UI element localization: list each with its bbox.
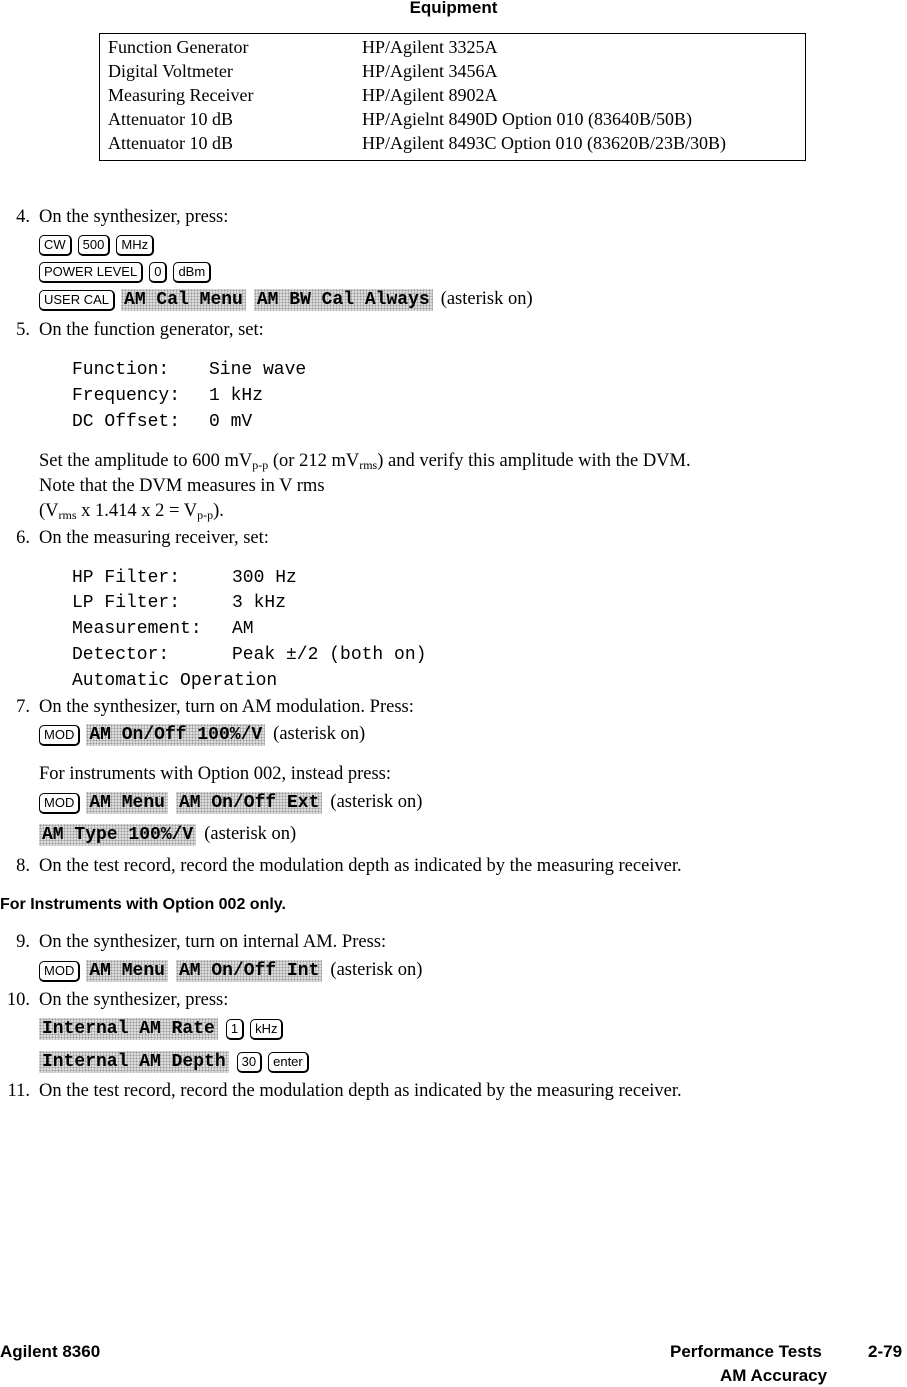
key-500[interactable]: 500 (78, 235, 111, 256)
step-4-keys-row3 (39, 289, 533, 311)
automatic-operation: Automatic Operation (72, 671, 278, 691)
step-text: On the test record, record the modulation depth as indicated by the measuring receiver. (39, 1081, 682, 1101)
user-cal-key[interactable]: USER CAL (39, 290, 115, 311)
step-text: On the synthesizer, press: (39, 990, 229, 1010)
setting-value: 3 kHz (232, 593, 287, 613)
setting-value: 1 kHz (209, 386, 264, 406)
khz-key[interactable]: kHz (250, 1019, 283, 1040)
equipment-name: Attenuator 10 dB (108, 133, 233, 153)
equipment-model: HP/Agilent 8493C Option 010 (83620B/23B/30B) (362, 133, 727, 153)
rms-formula: ($V_{rms}$ x 1.414 x $2 = V_{p-p}$). (39, 501, 224, 522)
footer-subsection: AM Accuracy (720, 1366, 828, 1385)
cw-key[interactable]: CW (39, 235, 72, 256)
internal-am-rate-softkey[interactable]: Internal AM Rate (39, 1018, 218, 1040)
setting-value: 0 mV (209, 412, 253, 432)
step-4-keys-row1 (39, 235, 160, 256)
setting-label: Frequency: (72, 386, 181, 406)
step-number: 4. (16, 207, 30, 227)
equipment-name: Function Generator (108, 37, 249, 57)
mhz-key[interactable]: MHz (116, 235, 154, 256)
step-text: On the synthesizer, turn on AM modulation. Press: (39, 697, 414, 717)
setting-label: Measurement: (72, 619, 202, 639)
setting-label: HP Filter: (72, 568, 181, 588)
mod-key[interactable]: MOD (39, 725, 80, 746)
internal-am-depth-softkey[interactable]: Internal AM Depth (39, 1051, 229, 1073)
key-0[interactable]: 0 (149, 262, 167, 283)
step-number: 7. (16, 697, 30, 717)
am-menu-softkey[interactable]: AM Menu (86, 792, 168, 814)
step-text: On the measuring receiver, set: (39, 528, 269, 548)
dvm-note: Note that the DVM measures in V rms (39, 476, 325, 496)
setting-value: Peak ±/2 (both on) (232, 645, 427, 665)
am-type-100-softkey[interactable]: AM Type 100%/V (39, 824, 196, 846)
step-4-keys-row2 (39, 262, 217, 283)
step-number: 5. (16, 320, 30, 340)
mod-key[interactable]: MOD (39, 793, 80, 814)
step-10-keys-row1 (39, 1018, 289, 1040)
option-002-instruction: For instruments with Option 002, instead press: (39, 764, 391, 784)
setting-value: 300 Hz (232, 568, 297, 588)
footer-product: Agilent 8360 (0, 1342, 101, 1361)
step-10-keys-row2 (39, 1051, 315, 1073)
enter-key[interactable]: enter (268, 1052, 309, 1073)
asterisk-note: (asterisk on) (204, 824, 297, 844)
equipment-table (99, 33, 806, 161)
asterisk-note: (asterisk on) (330, 960, 423, 980)
step-7-keys (39, 724, 365, 746)
am-cal-menu-softkey[interactable]: AM Cal Menu (121, 289, 246, 311)
dbm-key[interactable]: dBm (173, 262, 211, 283)
mod-key[interactable]: MOD (39, 961, 80, 982)
setting-label: Detector: (72, 645, 170, 665)
equipment-model: HP/Agilent 8902A (362, 85, 498, 105)
equipment-name: Measuring Receiver (108, 85, 254, 105)
step-number: 11. (7, 1081, 30, 1101)
equipment-name: Attenuator 10 dB (108, 109, 233, 129)
equipment-name: Digital Voltmeter (108, 61, 233, 81)
asterisk-note: (asterisk on) (440, 289, 533, 309)
step-text: On the synthesizer, press: (39, 207, 229, 227)
step-number: 6. (16, 528, 30, 548)
step-number: 9. (16, 932, 30, 952)
am-onoff-100-softkey[interactable]: AM On/Off 100%/V (86, 724, 265, 746)
step-text: On the synthesizer, turn on internal AM. Press: (39, 932, 387, 952)
amplitude-instruction: Set the amplitude to 600 $mV_{p-p}$ (or 212 $mV_{rms}$) and verify this amplitude with the DVM. (39, 451, 691, 472)
step-7-option-keys (39, 792, 422, 814)
step-number: 8. (16, 856, 30, 876)
equipment-model: HP/Agilent 3456A (362, 61, 498, 81)
step-number: 10. (6, 990, 30, 1010)
footer-page-number: 2-79 (868, 1342, 903, 1361)
footer-section: Performance Tests (670, 1342, 822, 1361)
am-menu-softkey[interactable]: AM Menu (86, 960, 168, 982)
setting-value: Sine wave (209, 360, 307, 380)
asterisk-note: (asterisk on) (330, 792, 423, 812)
step-text: On the test record, record the modulation depth as indicated by the measuring receiver. (39, 856, 682, 876)
key-1[interactable]: 1 (226, 1019, 244, 1040)
step-7-option-keys-2 (39, 824, 296, 846)
am-onoff-ext-softkey[interactable]: AM On/Off Ext (176, 792, 322, 814)
setting-label: LP Filter: (72, 593, 181, 613)
setting-value: AM (232, 619, 254, 639)
power-level-key[interactable]: POWER LEVEL (39, 262, 143, 283)
step-9-keys (39, 960, 422, 982)
am-bw-cal-always-softkey[interactable]: AM BW Cal Always (254, 289, 433, 311)
setting-label: Function: (72, 360, 170, 380)
setting-label: DC Offset: (72, 412, 181, 432)
asterisk-note: (asterisk on) (273, 724, 366, 744)
option-002-heading: For Instruments with Option 002 only. (0, 896, 286, 913)
am-onoff-int-softkey[interactable]: AM On/Off Int (176, 960, 322, 982)
equipment-model: HP/Agielnt 8490D Option 010 (83640B/50B) (362, 109, 693, 129)
key-30[interactable]: 30 (237, 1052, 262, 1073)
equipment-model: HP/Agilent 3325A (362, 37, 498, 57)
step-text: On the function generator, set: (39, 320, 264, 340)
equipment-title: Equipment (409, 0, 498, 17)
